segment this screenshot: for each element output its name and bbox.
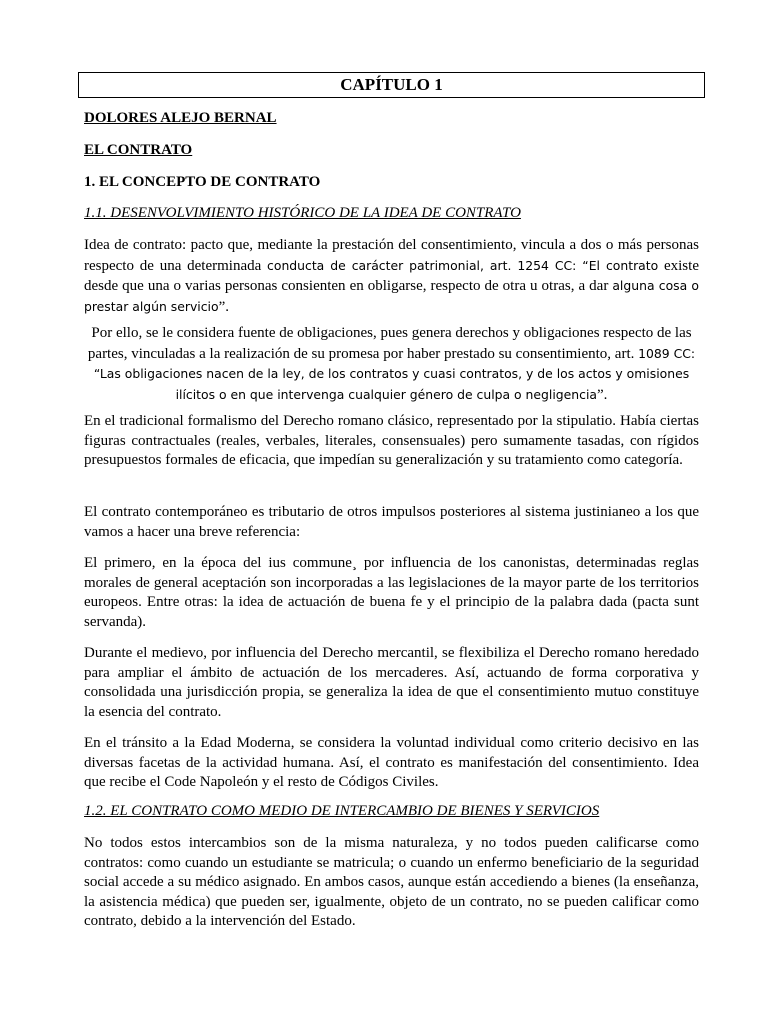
paragraph-medievo: Durante el medievo, por influencia del Derecho mercantil, se flexibiliza el Derecho romano heredado para ampliar el ámbito de actuación de los mercaderes. Así, actuando de forma corporativa y consolidada una jurisdicción propia, se generaliza la idea de que el consentimiento mutuo constituye la esencia del contrato. [84,645,699,720]
para1-text-d: alguna cosa o prestar algún servicio [84,278,699,314]
paragraph-ius-commune: El primero, en la época del ius commune¸ por influencia de los canonistas, determinadas reglas morales de general aceptación son incorporadas a las legislaciones de la mayor parte de los territorios europeos. Entre otras: la idea de actuación de buena fe y el principio de la palabra dada (pacta sunt servanda). [84,555,699,630]
section-title: EL CONTRATO [84,142,193,158]
para2-text-a: Por ello, se le considera fuente de obligaciones, pues genera derechos y obligaciones respecto de las partes, vinculadas a la realización de su promesa por haber prestado su consentimiento, art. [87,325,692,362]
para1-text-a: Idea de contrato: pacto que, mediante la prestación del consentimiento, vincula a dos o más personas respecto de una determinada [84,237,699,274]
paragraph-contrato-contemporaneo: El contrato contemporáneo es tributario de otros impulsos posteriores al sistema justinianeo a los que vamos a hacer una breve referencia: [84,504,699,540]
author-name: DOLORES ALEJO BERNAL [84,110,277,126]
subheading-intercambio-bienes: 1.2. EL CONTRATO COMO MEDIO DE INTERCAMBIO DE BIENES Y SERVICIOS [84,803,600,819]
para2-text-c: ”. [596,386,608,403]
paragraph-edad-moderna: En el tránsito a la Edad Moderna, se considera la voluntad individual como criterio decisivo en las diversas facetas de la actividad humana. Así, el contrato es manifestación del consentimiento. Idea que recibe el Code Napoleón y el resto de Códigos Civiles. [84,735,699,790]
para2-text-b: 1089 CC: “Las obligaciones nacen de la ley, de los contratos y cuasi contratos, y de los actos y omisiones ilícitos o en que intervenga cualquier género de culpa o negligencia [93,345,696,402]
chapter-title: CAPÍTULO 1 [78,72,705,98]
subheading-desenvolvimiento: 1.1. DESENVOLVIMIENTO HISTÓRICO DE LA IDEA DE CONTRATO [84,205,521,221]
paragraph-intercambios: No todos estos intercambios son de la misma naturaleza, y no todos pueden calificarse como contratos: como cuando un estudiante se matricula; o cuando un enfermo beneficiario de la seguridad social accede a su médico asignado. En ambos casos, aunque están accediendo a bienes (la enseñanza, la asistencia médica) que pueden ser, igualmente, objeto de un contrato, no se pueden calificar como contrato, debido a la intervención del Estado. [84,835,699,929]
paragraph-formalismo-romano: En el tradicional formalismo del Derecho romano clásico, representado por la stipulatio. Había ciertas figuras contractuales (reales, verbales, literales, consensuales) pero sumamente tasadas, con rígidos presupuestos formales de eficacia, que impedían su generalización y su tratamiento como categoría. [84,413,699,468]
paragraph-fuente-obligaciones [76,324,707,405]
para1-text-c: existe desde que una o varias personas consienten en obligarse, respecto de otra u otras, a dar [84,257,699,294]
heading-concepto-contrato: 1. EL CONCEPTO DE CONTRATO [84,174,321,190]
para1-text-b: conducta de carácter patrimonial, art. 1254 CC: “El contrato [267,257,659,273]
paragraph-idea-contrato [84,236,699,317]
para1-text-e: ”. [218,298,230,315]
